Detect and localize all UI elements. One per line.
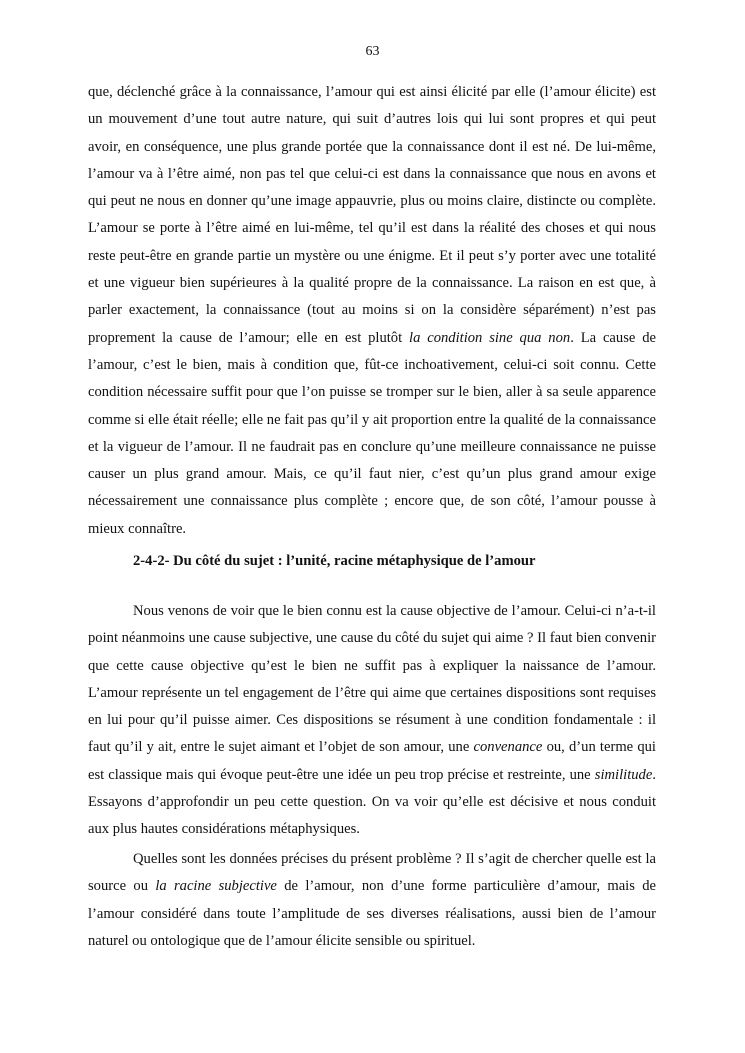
paragraph-3 [88,846,656,955]
paragraph-2-text-2: ou, d’un terme qui est classique mais qui évoque peut-être une idée un peu trop précise et restreinte, une [88,739,656,783]
section-heading: 2-4-2- Du côté du sujet : l’unité, racine métaphysique de l’amour [133,553,536,569]
paragraph-1-text-2: . La cause de l’amour, c’est le bien, mais à condition que, fût-ce inchoativement, celui-ci soit connu. Cette condition nécessaire suffit pour que l’on puisse se tromper sur le bien, aller à sa seule apparence comme si elle était réelle; elle ne fait pas qu’il y ait proportion entre la qualité de la connaissance et la vigueur de l’amour. Il ne faudrait pas en conclure qu’une meilleure connaissance ne puisse causer un plus grand amour. Mais, ce qu’il faut nier, c’est qu’un plus grand amour exige nécessairement une connaissance plus complète ; encore que, de son côté, l’amour pousse à mieux connaître. [88,329,656,537]
paragraph-3-text-2: de l’amour, non d’une forme particulière d’amour, mais de l’amour considéré dans toute l’amplitude de ses diverses réalisations, aussi bien de l’amour naturel ou ontologique que de l’amour élicite sensible ou spirituel. [88,878,656,949]
paragraph-1-italic-1: la condition sine qua non [409,329,571,346]
paragraph-1-text-1: que, déclenché grâce à la connaissance, l’amour qui est ainsi élicité par elle (l’amour élicite) est un mouvement d’une tout autre nature, qui suit d’autres lois qui lui sont propres et qui peut avoir, en conséquence, une plus grande portée que la connaissance dont il est né. De lui-même, l’amour va à l’être aimé, non pas tel que celui-ci est dans la connaissance que nous en avons et qui peut ne nous en donner qu’une image appauvrie, plus ou moins claire, distincte ou complète. L’amour se porte à l’être aimé en lui-même, tel qu’il est dans la réalité des choses et qui nous reste peut-être en grande partie un mystère ou une énigme. Et il peut s’y porter avec une totalité et une vigueur bien supérieures à la qualité propre de la connaissance. La raison en est que, à parler exactement, la connaissance (tout au moins si on la considère séparément) n’est pas proprement la cause de l’amour; elle en est plutôt [88,84,656,346]
paragraph-3-text-1: Quelles sont les données précises du présent problème ? Il s’agit de chercher quelle est la source ou [88,851,656,895]
paragraph-3-italic-1: la racine subjective [155,878,277,895]
page-number: 63 [365,44,380,59]
paragraph-2-italic-2: similitude [594,766,653,783]
paragraph-2 [88,598,656,844]
paragraph-2-text-3: . Essayons d’approfondir un peu cette question. On va voir qu’elle est décisive et nous conduit aux plus hautes considérations métaphysiques. [88,766,656,838]
paragraph-2-italic-1: convenance [473,739,543,756]
paragraph-1 [88,79,656,543]
paragraph-2-text-1: Nous venons de voir que le bien connu est la cause objective de l’amour. Celui-ci n’a-t-il point néanmoins une cause subjective, une cause du côté du sujet qui aime ? Il faut bien convenir que cette cause objective qu’est le bien ne suffit pas à expliquer la naissance de l’amour. L’amour représente un tel engagement de l’être qui aime que certaines dispositions sont requises en lui pour qu’il puisse aimer. Ces dispositions se résument à une condition fondamentale : il faut qu’il y ait, entre le sujet aimant et l’objet de son amour, une [88,603,656,756]
